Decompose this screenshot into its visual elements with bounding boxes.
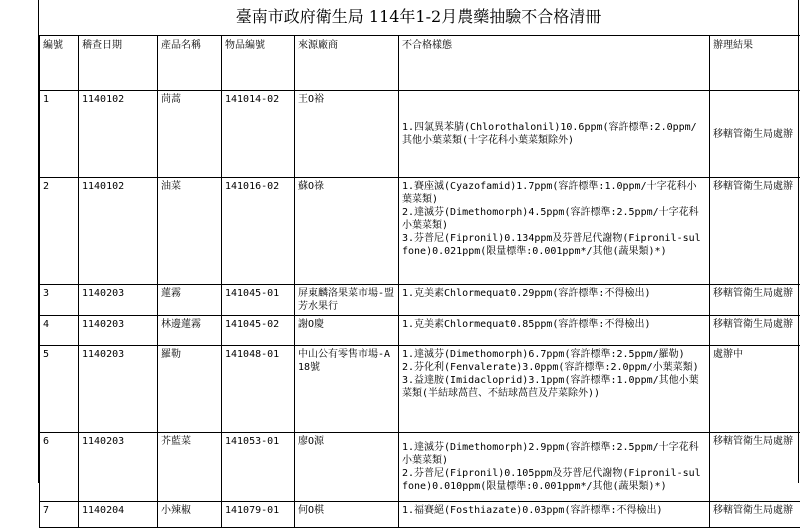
cell-date: 1140102 <box>79 178 158 285</box>
cell-reason <box>399 346 710 433</box>
table-row <box>40 91 800 178</box>
cell-reason <box>399 178 710 285</box>
reason-line: 2.芬化利(Fenvalerate)3.0ppm(容許標準:2.0ppm/小葉菜類) <box>402 361 706 374</box>
cell-product: 茼蒿 <box>158 91 222 178</box>
reason-line: 3.芬普尼(Fipronil)0.134ppm及芬普尼代謝物(Fipronil-sulfone)0.021ppm(限量標準:0.001ppm*/其他(蔬果類)*) <box>402 232 706 258</box>
reason-line: 2.達滅芬(Dimethomorph)4.5ppm(容許標準:2.5ppm/十字花科小葉菜類) <box>402 206 706 232</box>
cell-result: 移轄管衛生局處辦 <box>710 178 800 285</box>
reason-line: 1.達滅芬(Dimethomorph)6.7ppm(容許標準:2.5ppm/羅勒) <box>402 348 706 361</box>
cell-item: 141048-01 <box>222 346 295 433</box>
header-row <box>40 36 800 91</box>
cell-product: 油菜 <box>158 178 222 285</box>
cell-source: 謝O慶 <box>295 316 399 346</box>
table-row <box>40 502 800 528</box>
header-product: 產品名稱 <box>158 36 222 91</box>
cell-result: 移轄管衛生局處辦 <box>710 433 800 502</box>
header-no: 編號 <box>40 36 79 91</box>
document-sheet <box>38 0 799 483</box>
cell-product: 蓮霧 <box>158 285 222 316</box>
cell-product: 芥藍菜 <box>158 433 222 502</box>
reason-line: 2.芬普尼(Fipronil)0.105ppm及芬普尼代謝物(Fipronil-sulfone)0.010ppm(限量標準:0.001ppm*/其他(蔬果類)*) <box>402 467 706 493</box>
reason-line: 1.達滅芬(Dimethomorph)2.9ppm(容許標準:2.5ppm/十字花科小葉菜類) <box>402 441 706 467</box>
cell-item: 141016-02 <box>222 178 295 285</box>
cell-item: 141079-01 <box>222 502 295 528</box>
cell-no: 1 <box>40 91 79 178</box>
cell-reason <box>399 316 710 346</box>
table-row <box>40 285 800 316</box>
reason-line: 3.益達胺(Imidacloprid)3.1ppm(容許標準:1.0ppm/其他小葉菜類(半結球萵苣、不結球萵苣及芹菜除外)) <box>402 374 706 400</box>
cell-source: 中山公有零售市場-A18號 <box>295 346 399 433</box>
cell-no: 2 <box>40 178 79 285</box>
cell-date: 1140203 <box>79 433 158 502</box>
cell-result: 移轄管衛生局處辦 <box>710 91 800 178</box>
cell-date: 1140203 <box>79 285 158 316</box>
cell-date: 1140203 <box>79 316 158 346</box>
cell-no: 4 <box>40 316 79 346</box>
reason-line: 1.克美素Chlormequat0.85ppm(容許標準:不得檢出) <box>402 318 706 331</box>
table-row <box>40 433 800 502</box>
cell-reason <box>399 433 710 502</box>
reason-line: 1.克美素Chlormequat0.29ppm(容許標準:不得檢出) <box>402 287 706 300</box>
cell-item: 141045-01 <box>222 285 295 316</box>
cell-result: 處辦中 <box>710 346 800 433</box>
cell-no: 6 <box>40 433 79 502</box>
cell-product: 林邊蓮霧 <box>158 316 222 346</box>
cell-source: 蘇O祿 <box>295 178 399 285</box>
cell-source: 何O棋 <box>295 502 399 528</box>
inspection-table <box>39 35 800 528</box>
cell-item: 141014-02 <box>222 91 295 178</box>
cell-date: 1140204 <box>79 502 158 528</box>
cell-date: 1140203 <box>79 346 158 433</box>
header-item: 物品編號 <box>222 36 295 91</box>
cell-date: 1140102 <box>79 91 158 178</box>
cell-result: 移轄管衛生局處辦 <box>710 316 800 346</box>
cell-item: 141045-02 <box>222 316 295 346</box>
cell-reason <box>399 502 710 528</box>
cell-source: 屏東麟洛果菜市場-盟芳水果行 <box>295 285 399 316</box>
cell-no: 3 <box>40 285 79 316</box>
cell-product: 小辣椒 <box>158 502 222 528</box>
header-source: 來源廠商 <box>295 36 399 91</box>
header-result: 辦理結果 <box>710 36 800 91</box>
cell-item: 141053-01 <box>222 433 295 502</box>
cell-reason <box>399 91 710 178</box>
reason-line: 1.福賽絕(Fosthiazate)0.03ppm(容許標準:不得檢出) <box>402 504 706 517</box>
cell-source: 廖O源 <box>295 433 399 502</box>
reason-line: 1.賽座滅(Cyazofamid)1.7ppm(容許標準:1.0ppm/十字花科小葉菜類) <box>402 180 706 206</box>
table-row <box>40 346 800 433</box>
reason-line: 1.四氯異苯腈(Chlorothalonil)10.6ppm(容許標準:2.0ppm/其他小葉菜類(十字花科小葉菜類除外) <box>402 121 706 147</box>
table-row <box>40 178 800 285</box>
cell-no: 7 <box>40 502 79 528</box>
header-date: 稽查日期 <box>79 36 158 91</box>
header-reason: 不合格樣態 <box>399 36 710 91</box>
cell-no: 5 <box>40 346 79 433</box>
cell-source: 王O裕 <box>295 91 399 178</box>
cell-product: 羅勒 <box>158 346 222 433</box>
cell-result: 移轄管衛生局處辦 <box>710 502 800 528</box>
table-row <box>40 316 800 346</box>
document-title: 臺南市政府衛生局 114年1-2月農藥抽驗不合格清冊 <box>39 4 798 30</box>
cell-result: 移轄管衛生局處辦 <box>710 285 800 316</box>
cell-reason <box>399 285 710 316</box>
